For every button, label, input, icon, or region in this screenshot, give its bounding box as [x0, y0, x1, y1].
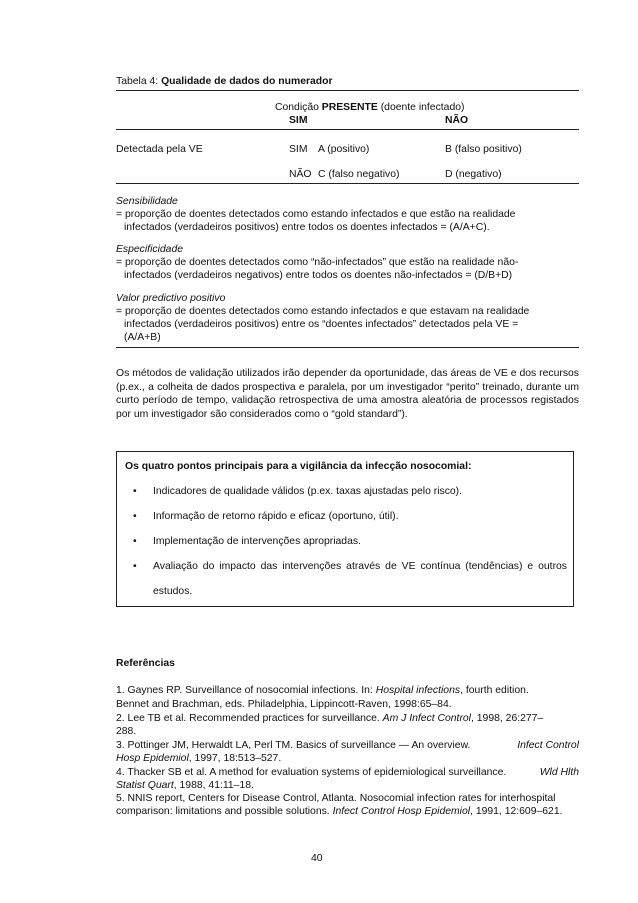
- reference-5-tail: , 1991, 12:609–621.: [470, 806, 563, 817]
- reference-3-journal: Infect Control: [517, 740, 579, 751]
- reference-4-tail: , 1988, 41:11–18.: [173, 780, 254, 791]
- especificidade-line1: = proporção de doentes detectados como “não-infectados” que estão na realidade não-: [116, 257, 519, 268]
- page-number: 40: [311, 853, 323, 864]
- reference-4: [116, 766, 579, 779]
- condition-present: PRESENTE: [321, 102, 378, 113]
- key-point-4: Avaliação do impacto das intervenções através de VE contínua (tendências) e outros: [153, 561, 567, 572]
- reference-3-text: 3. Pottinger JM, Herwaldt LA, Perl TM. Basics of surveillance — An overview.: [116, 740, 471, 751]
- bullet-icon: •: [133, 536, 137, 547]
- vpp-line2: infectados (verdadeiros positivos) entre os “doentes infectados” detectados pela VE =: [124, 319, 519, 330]
- key-point-1: Indicadores de qualidade válidos (p.ex. taxas ajustadas pelo risco).: [153, 486, 463, 497]
- cell-c: C (falso negativo): [318, 169, 400, 180]
- reference-4-journal-cont: Statist Quart: [116, 780, 174, 791]
- cell-b: B (falso positivo): [445, 144, 522, 155]
- table-caption: [116, 75, 333, 88]
- reference-1-title: Hospital infections: [375, 685, 461, 696]
- reference-2: [116, 712, 543, 725]
- table-header-rule: [116, 129, 579, 130]
- reference-1-tail: , fourth edition.: [460, 685, 529, 696]
- reference-2-line2: 288.: [116, 726, 137, 737]
- key-point-4-continued: estudos.: [153, 586, 193, 597]
- key-point-2: Informação de retorno rápido e eficaz (oportuno, útil).: [153, 511, 399, 522]
- reference-1-text: 1. Gaynes RP. Surveillance of nosocomial infections. In:: [116, 685, 376, 696]
- condition-header: [275, 101, 464, 114]
- bullet-icon: •: [133, 486, 137, 497]
- table-caption-title: Qualidade de dados do numerador: [161, 76, 333, 87]
- especificidade-title: Especificidade: [116, 244, 184, 255]
- reference-5-journal: Infect Control Hosp Epidemiol: [332, 806, 471, 817]
- sensibilidade-title: Sensibilidade: [116, 196, 178, 207]
- reference-5-text: comparison: limitations and possible solutions.: [116, 806, 333, 817]
- table-caption-prefix: Tabela 4:: [116, 76, 162, 87]
- vpp-line1: = proporção de doentes detectados como estando infectados e que estavam na realidade: [116, 306, 530, 317]
- reference-3-line2: [116, 752, 281, 765]
- table-top-rule: [116, 90, 579, 91]
- column-header-nao: NÃO: [445, 115, 469, 126]
- reference-1: [116, 684, 529, 697]
- reference-1-line2: Bennet and Brachman, eds. Philadelphia, Lippincott-Raven, 1998:65–84.: [116, 699, 452, 710]
- vpp-title: Valor predictivo positivo: [116, 293, 226, 304]
- condition-label: Condição: [275, 102, 322, 113]
- table-body-rule: [116, 183, 579, 184]
- vpp-line3: (A/A+B): [124, 332, 161, 343]
- key-points-title: Os quatro pontos principais para a vigilância da infecção nosocomial:: [125, 461, 472, 472]
- condition-suffix: (doente infectado): [377, 102, 465, 113]
- reference-3-journal-cont: Hosp Epidemiol: [116, 753, 189, 764]
- reference-2-journal: Am J Infect Control: [382, 713, 471, 724]
- reference-2-tail: , 1998, 26:277–: [471, 713, 544, 724]
- key-point-3: Implementação de intervenções apropriadas.: [153, 536, 361, 547]
- sensibilidade-line2: infectados (verdadeiros positivos) entre todos os doentes infectados = (A/A+C).: [124, 222, 490, 233]
- row2-flag: NÃO: [289, 169, 312, 180]
- reference-5: 5. NNIS report, Centers for Disease Control, Atlanta. Nosocomial infection rates for interhospital: [116, 793, 556, 804]
- bullet-icon: •: [133, 561, 137, 572]
- row-label-detectada: Detectada pela VE: [116, 144, 203, 155]
- reference-3: [116, 739, 579, 752]
- references-title: Referências: [116, 658, 175, 669]
- table-bottom-rule: [116, 347, 579, 348]
- reference-2-text: 2. Lee TB et al. Recommended practices for surveillance.: [116, 713, 383, 724]
- especificidade-line2: infectados (verdadeiros negativos) entre todos os doentes não-infectados = (D/B+D): [124, 270, 513, 281]
- cell-d: D (negativo): [445, 169, 502, 180]
- reference-5-line2: [116, 805, 563, 818]
- key-points-box: [116, 451, 574, 607]
- column-header-sim: SIM: [289, 115, 308, 126]
- reference-4-text: 4. Thacker SB et al. A method for evaluation systems of epidemiological surveillance.: [116, 767, 507, 778]
- validation-paragraph: Os métodos de validação utilizados irão depender da oportunidade, das áreas de VE e dos recursos (p.ex., a colheita de dados prospectiva e paralela, por um investigador “perito” treinado, durante um curto período de tempo, validação retrospectiva de uma amostra aleatória de processos registados por um investigador são considerados como o “gold standard”).: [116, 368, 579, 420]
- cell-a: A (positivo): [318, 144, 370, 155]
- reference-4-line2: [116, 779, 254, 792]
- sensibilidade-line1: = proporção de doentes detectados como estando infectados e que estão na realidade: [116, 209, 516, 220]
- row1-flag: SIM: [289, 144, 308, 155]
- reference-3-tail: , 1997, 18:513–527.: [188, 753, 282, 764]
- reference-4-journal: Wld Hlth: [539, 767, 579, 778]
- bullet-icon: •: [133, 511, 137, 522]
